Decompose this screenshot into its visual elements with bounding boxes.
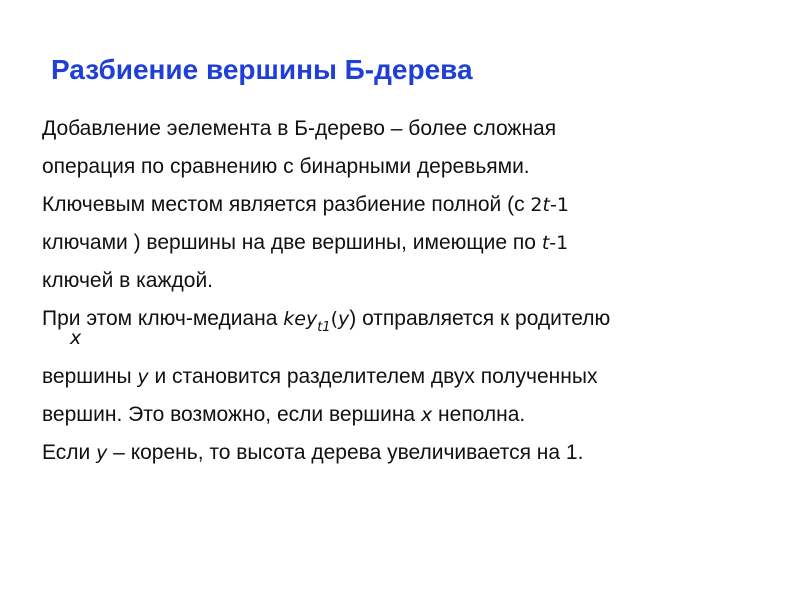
- body-line-7: [42, 358, 782, 396]
- subscript-t1: t1: [317, 320, 331, 335]
- text-run: вершин. Это возможно, если вершина: [42, 403, 421, 426]
- variable-y: y: [137, 366, 149, 388]
- text-run: -1: [549, 232, 569, 254]
- text-run: ключами ) вершины на две вершины, имеющие по: [42, 231, 542, 254]
- body-line-5: [42, 262, 782, 300]
- text-run: (: [330, 308, 338, 330]
- variable-x: x: [420, 404, 433, 426]
- slide-title: Разбиение вершины Б-дерева: [51, 54, 473, 85]
- text-run: ключей в каждой.: [42, 269, 214, 292]
- variable-y: y: [96, 442, 108, 464]
- text-run: -1: [549, 194, 569, 216]
- text-run: – корень, то высота дерева увеличивается на 1.: [107, 441, 584, 464]
- text-run: Ключевым местом является разбиение полной (с: [42, 193, 531, 216]
- body-line-2: [42, 148, 782, 186]
- text-run: операция по сравнению с бинарными деревьями.: [42, 155, 530, 178]
- text-run: Добавление эелемента в Б-дерево – более сложная: [42, 117, 557, 140]
- variable-x: x: [70, 327, 82, 349]
- variable-y: y: [338, 308, 350, 330]
- variable-t: t: [541, 232, 550, 254]
- body-line-9: [42, 434, 782, 472]
- body-line-3: [42, 186, 782, 224]
- body-line-4: [42, 224, 782, 262]
- text-run: ) отправляется к родителю: [349, 307, 611, 330]
- body-line-8: [42, 396, 782, 434]
- text-run: Если: [42, 441, 97, 464]
- text-run: и становится разделителем двух полученных: [148, 365, 598, 388]
- body-line-1: [42, 110, 782, 148]
- text-run: При этом ключ-медиана: [42, 307, 284, 330]
- variable-t: t: [542, 194, 550, 216]
- slide-body: [42, 110, 782, 472]
- text-run: 2: [530, 194, 543, 216]
- text-run: вершины: [42, 365, 138, 388]
- text-run: неполна.: [432, 403, 526, 426]
- variable-key: key: [283, 308, 318, 330]
